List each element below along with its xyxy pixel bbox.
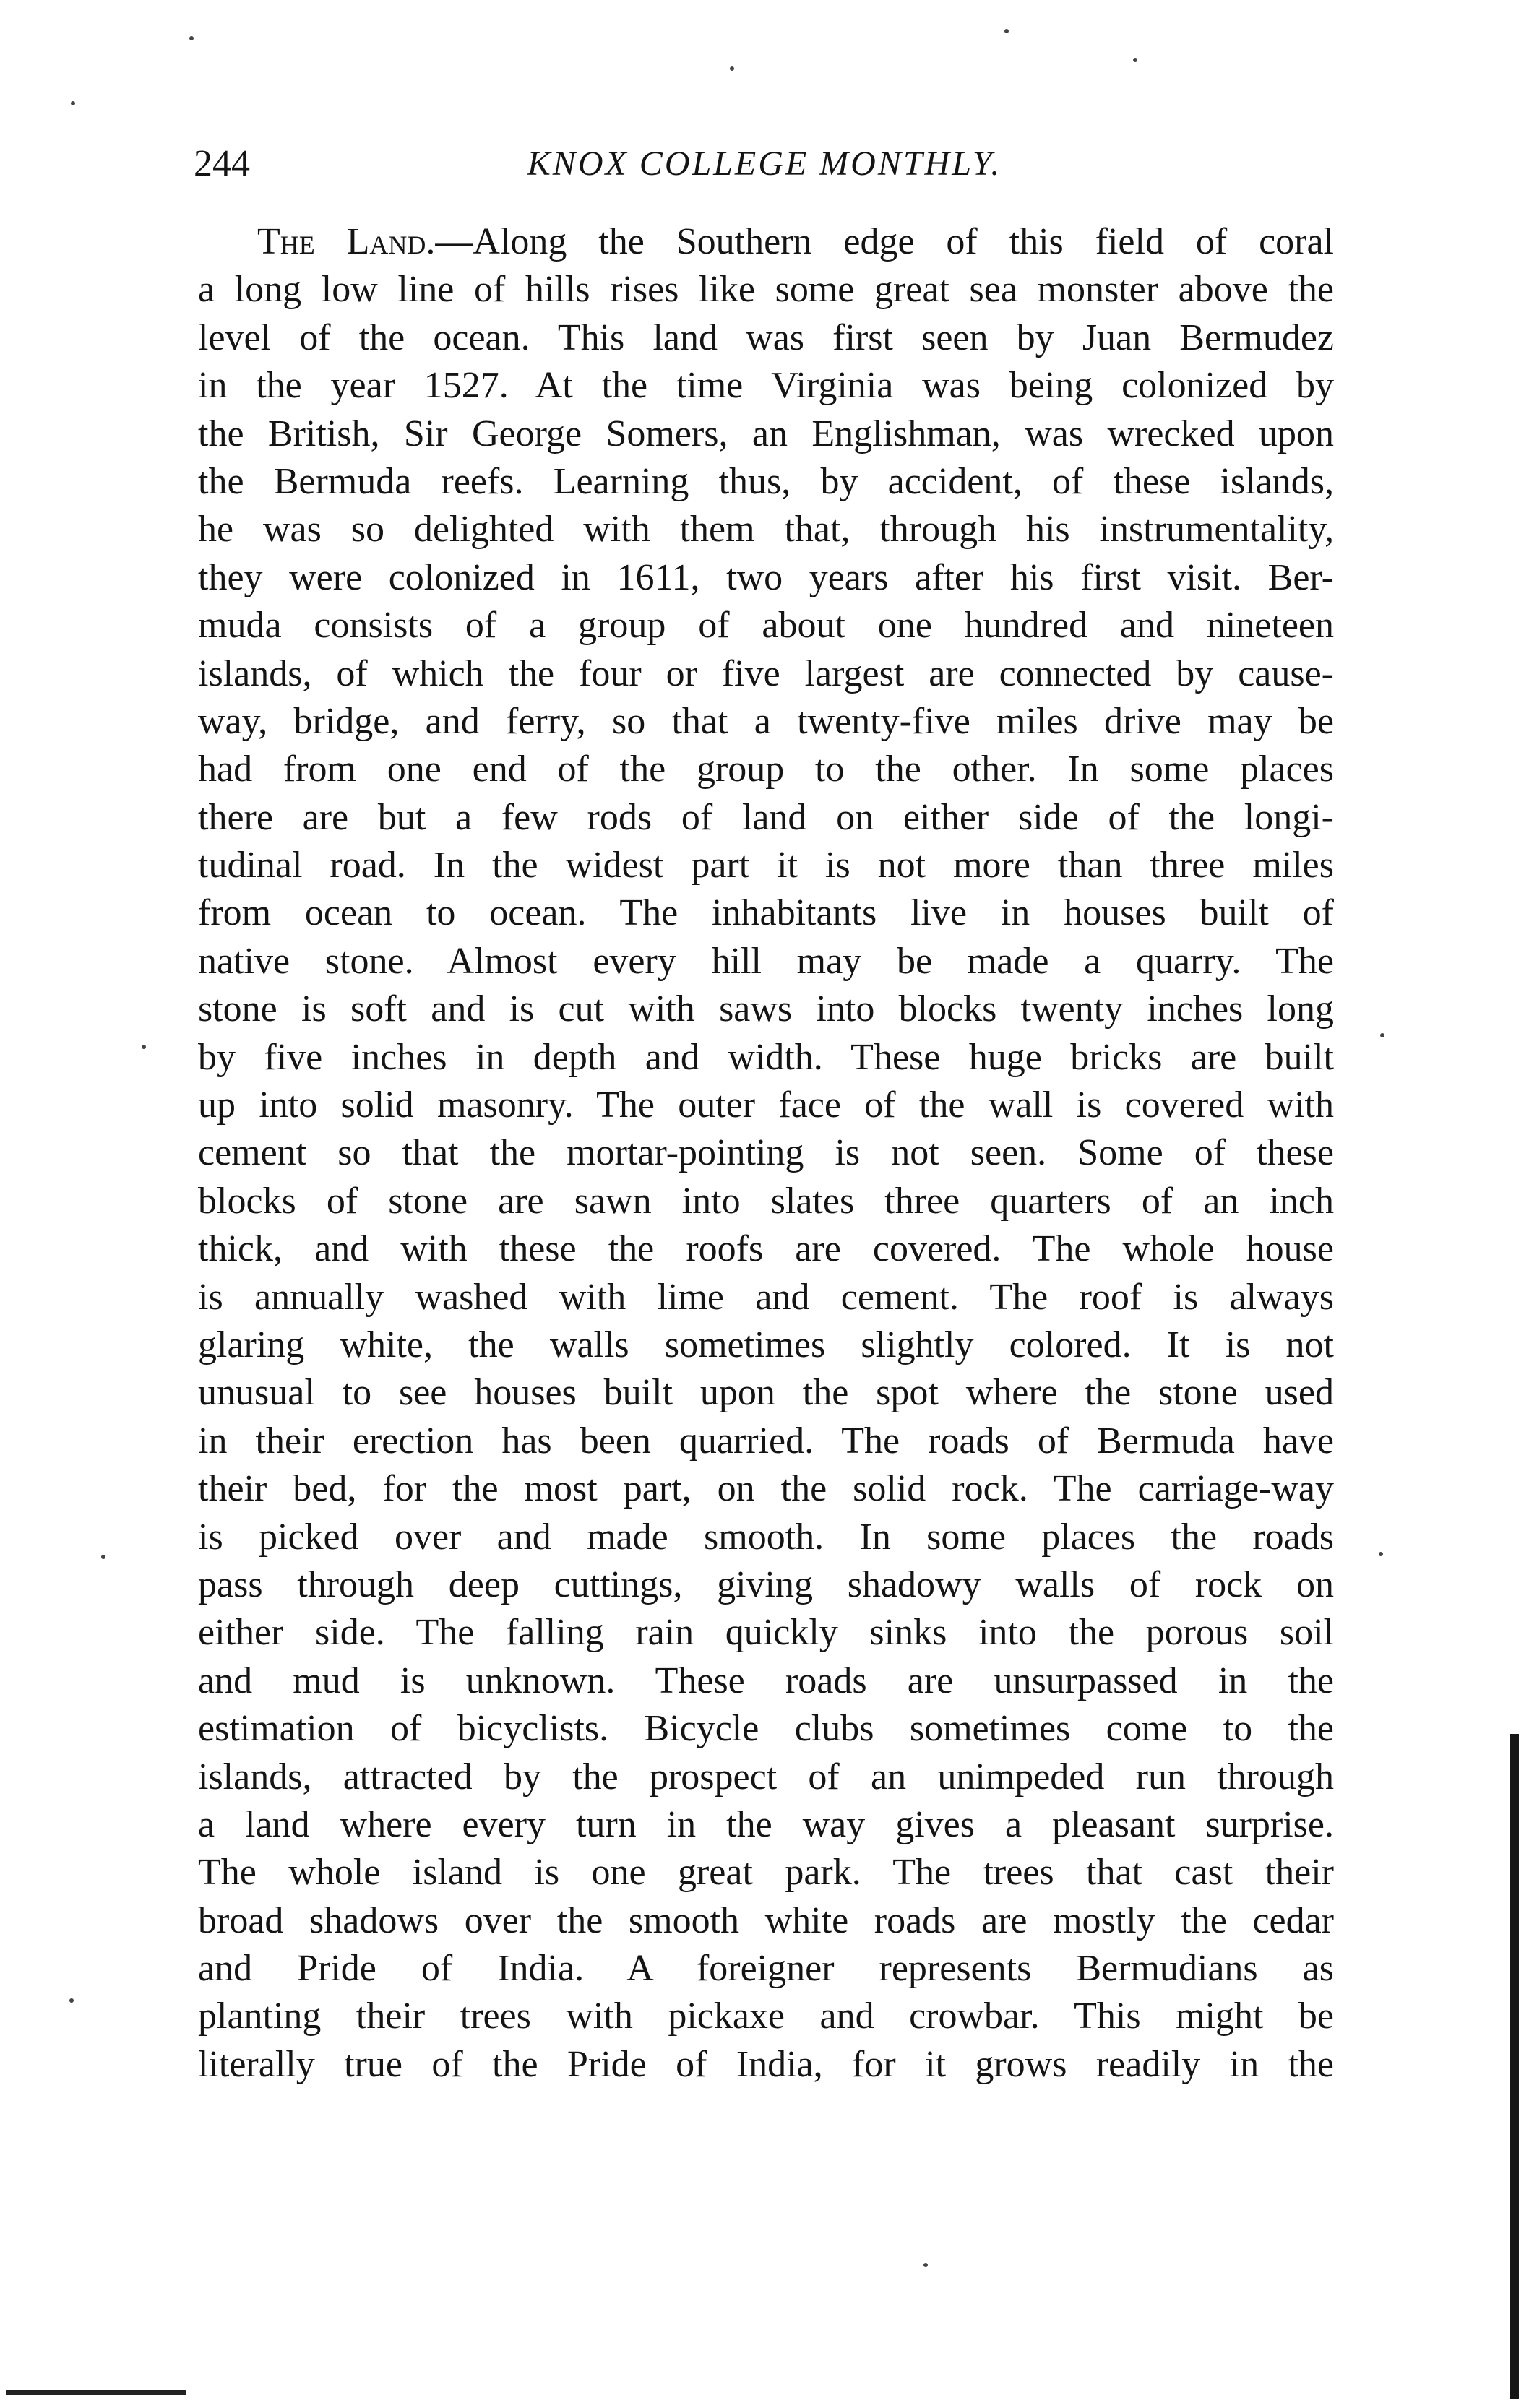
scan-speck (142, 1045, 146, 1049)
text-line: and mud is unknown. These roads are unsurpassed in the (198, 1660, 1334, 1701)
scan-speck (1380, 1033, 1384, 1037)
text-line: planting their trees with pickaxe and crowbar. This might be (198, 1995, 1334, 2037)
text-line: the British, Sir George Somers, an Englishman, was wrecked upon (198, 413, 1334, 454)
scan-speck (101, 1555, 105, 1559)
section-heading: The Land. (257, 221, 436, 262)
running-head (194, 139, 1335, 189)
scan-speck (730, 66, 734, 71)
text-line (198, 218, 1334, 266)
page-number: 244 (194, 143, 250, 184)
text-line: The whole island is one great park. The trees that cast their (198, 1852, 1334, 1894)
scan-speck (1133, 58, 1137, 62)
text-line: by five inches in depth and width. These huge bricks are built (198, 1036, 1334, 1078)
text-line: there are but a few rods of land on either side of the longi- (198, 796, 1334, 838)
text-line: cement so that the mortar-pointing is not seen. Some of these (198, 1132, 1334, 1174)
scan-speck (189, 36, 194, 40)
text-line: and Pride of India. A foreigner represents Bermudians as (198, 1948, 1334, 1990)
text-line: stone is soft and is cut with saws into blocks twenty inches long (198, 988, 1334, 1030)
text-line: tudinal road. In the widest part it is not more than three miles (198, 845, 1334, 886)
text-line: their bed, for the most part, on the solid rock. The carriage-way (198, 1468, 1334, 1510)
text-line: thick, and with these the roofs are covered. The whole house (198, 1228, 1334, 1270)
text-line: pass through deep cuttings, giving shadowy walls of rock on (198, 1563, 1334, 1605)
text-line: he was so delighted with them that, through his instrumentality, (198, 509, 1334, 551)
text-line: from ocean to ocean. The inhabitants live in houses built of (198, 892, 1334, 934)
text-line: blocks of stone are sawn into slates three quarters of an inch (198, 1180, 1334, 1222)
scan-speck (1004, 29, 1009, 33)
text-line: up into solid masonry. The outer face of the wall is covered with (198, 1084, 1334, 1126)
scan-speck (71, 101, 75, 105)
text-line: is annually washed with lime and cement. The roof is always (198, 1276, 1334, 1318)
scan-speck (923, 2263, 928, 2267)
journal-title: KNOX COLLEGE MONTHLY. (527, 144, 1002, 183)
text-line: way, bridge, and ferry, so that a twenty-five miles drive may be (198, 700, 1334, 742)
text-line: a long low line of hills rises like some great sea monster above the (198, 269, 1334, 311)
text-line: broad shadows over the smooth white roads are mostly the cedar (198, 1899, 1334, 1941)
text-line: a land where every turn in the way gives a pleasant surprise. (198, 1803, 1334, 1845)
text-line: in their erection has been quarried. The roads of Bermuda have (198, 1420, 1334, 1462)
scan-speck (1379, 1552, 1383, 1556)
text-line: in the year 1527. At the time Virginia was being colonized by (198, 365, 1334, 407)
article-body (198, 218, 1334, 2089)
text-line: glaring white, the walls sometimes slightly colored. It is not (198, 1324, 1334, 1365)
text-line: estimation of bicyclists. Bicycle clubs sometimes come to the (198, 1708, 1334, 1750)
bottom-scan-rule (6, 2390, 186, 2395)
text-line: had from one end of the group to the other. In some places (198, 748, 1334, 790)
text-line: muda consists of a group of about one hundred and nineteen (198, 605, 1334, 647)
text-line: level of the ocean. This land was first seen by Juan Bermudez (198, 316, 1334, 358)
text-line: unusual to see houses built upon the spot where the stone used (198, 1372, 1334, 1414)
text-line-content: —Along the Southern edge of this field of coral (435, 221, 1334, 262)
text-line: is picked over and made smooth. In some places the roads (198, 1516, 1334, 1558)
text-line: literally true of the Pride of India, for it grows readily in the (198, 2043, 1334, 2085)
text-line: islands, of which the four or five largest are connected by cause- (198, 652, 1334, 694)
text-line: islands, attracted by the prospect of an unimpeded run through (198, 1756, 1334, 1798)
text-line: native stone. Almost every hill may be made a quarry. The (198, 940, 1334, 982)
scan-speck (69, 1998, 74, 2003)
text-line: they were colonized in 1611, two years after his first visit. Ber- (198, 556, 1334, 598)
binding-edge-shadow (1510, 1734, 1519, 2399)
text-line: either side. The falling rain quickly sinks into the porous soil (198, 1612, 1334, 1654)
text-line: the Bermuda reefs. Learning thus, by accident, of these islands, (198, 460, 1334, 502)
